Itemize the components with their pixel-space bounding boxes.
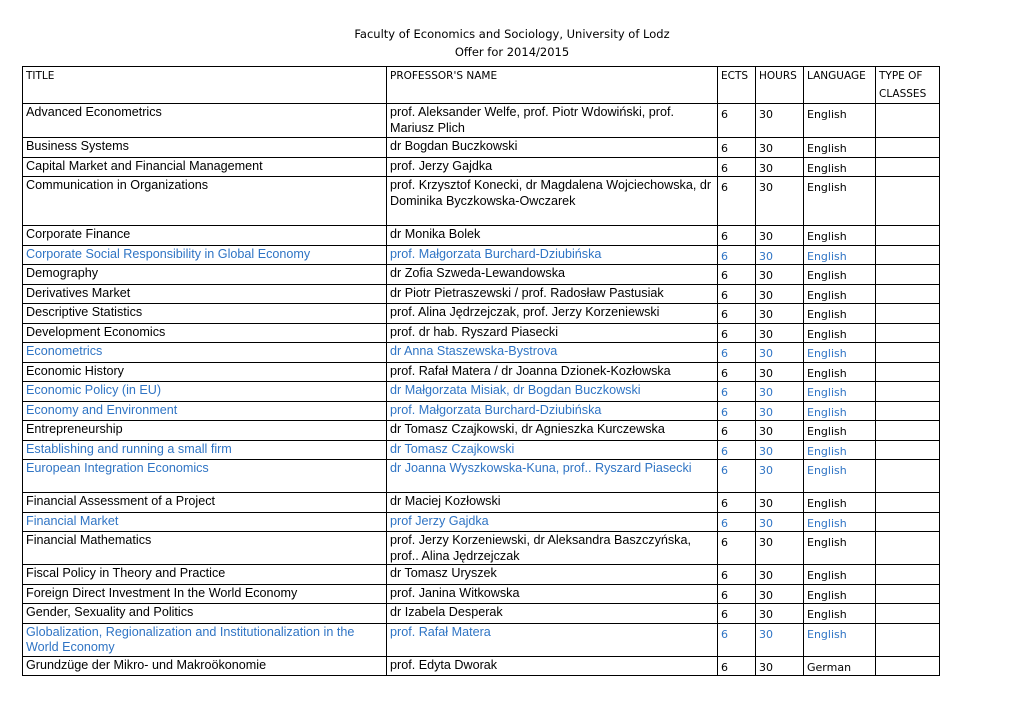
hours-value: 30 — [756, 440, 804, 460]
table-row — [23, 323, 940, 343]
column-header-language: LANGUAGE — [804, 67, 876, 104]
professor-name: prof. Małgorzata Burchard-Dziubińska — [387, 401, 718, 421]
type-of-classes — [876, 565, 940, 585]
professor-name: dr Tomasz Uryszek — [387, 565, 718, 585]
professor-name: prof. Jerzy Gajdka — [387, 157, 718, 177]
table-row — [23, 343, 940, 363]
hours-value: 30 — [756, 177, 804, 226]
column-header-professor: PROFESSOR'S NAME — [387, 67, 718, 104]
table-row — [23, 604, 940, 624]
table-row — [23, 421, 940, 441]
professor-name: dr Tomasz Czajkowski — [387, 440, 718, 460]
table-row — [23, 157, 940, 177]
professor-name: dr Bogdan Buczkowski — [387, 138, 718, 158]
language-value: German — [804, 656, 876, 676]
ects-value: 6 — [718, 604, 756, 624]
course-title: Economic Policy (in EU) — [23, 382, 387, 402]
type-of-classes — [876, 623, 940, 656]
course-title: Financial Assessment of a Project — [23, 493, 387, 513]
ects-value: 6 — [718, 382, 756, 402]
language-value: English — [804, 157, 876, 177]
language-value: English — [804, 138, 876, 158]
ects-value: 6 — [718, 177, 756, 226]
language-value: English — [804, 245, 876, 265]
course-title: Corporate Finance — [23, 226, 387, 246]
column-header-type: TYPE OF CLASSES — [876, 67, 940, 104]
course-title: Derivatives Market — [23, 284, 387, 304]
professor-name: prof. Rafał Matera — [387, 623, 718, 656]
ects-value: 6 — [718, 265, 756, 285]
professor-name: dr Maciej Kozłowski — [387, 493, 718, 513]
hours-value: 30 — [756, 323, 804, 343]
language-value: English — [804, 604, 876, 624]
hours-value: 30 — [756, 382, 804, 402]
column-header-title: TITLE — [23, 67, 387, 104]
table-row — [23, 245, 940, 265]
table-row — [23, 584, 940, 604]
hours-value: 30 — [756, 304, 804, 324]
ects-value: 6 — [718, 584, 756, 604]
ects-value: 6 — [718, 323, 756, 343]
table-row — [23, 226, 940, 246]
professor-name: dr Tomasz Czajkowski, dr Agnieszka Kurczewska — [387, 421, 718, 441]
course-title: Globalization, Regionalization and Institutionalization in the World Economy — [23, 623, 387, 656]
table-row — [23, 104, 940, 138]
course-offer-table — [22, 66, 940, 676]
ects-value: 6 — [718, 493, 756, 513]
type-of-classes — [876, 245, 940, 265]
course-title: Financial Market — [23, 512, 387, 532]
course-title: Establishing and running a small firm — [23, 440, 387, 460]
professor-name: prof. Aleksander Welfe, prof. Piotr Wdowiński, prof. Mariusz Plich — [387, 104, 718, 138]
course-title: Demography — [23, 265, 387, 285]
course-title: Grundzüge der Mikro- und Makroökonomie — [23, 656, 387, 676]
ects-value: 6 — [718, 157, 756, 177]
type-of-classes — [876, 104, 940, 138]
professor-name: prof. Krzysztof Konecki, dr Magdalena Wojciechowska, dr Dominika Byczkowska-Owczarek — [387, 177, 718, 226]
column-header-hours: HOURS — [756, 67, 804, 104]
course-title: Financial Mathematics — [23, 532, 387, 565]
professor-name: prof. dr hab. Ryszard Piasecki — [387, 323, 718, 343]
course-title: Development Economics — [23, 323, 387, 343]
table-row — [23, 565, 940, 585]
hours-value: 30 — [756, 460, 804, 493]
professor-name: prof. Jerzy Korzeniewski, dr Aleksandra Baszczyńska, prof.. Alina Jędrzejczak — [387, 532, 718, 565]
type-of-classes — [876, 656, 940, 676]
type-of-classes — [876, 177, 940, 226]
language-value: English — [804, 401, 876, 421]
professor-name: dr Anna Staszewska-Bystrova — [387, 343, 718, 363]
language-value: English — [804, 343, 876, 363]
language-value: English — [804, 623, 876, 656]
course-title: Descriptive Statistics — [23, 304, 387, 324]
hours-value: 30 — [756, 401, 804, 421]
hours-value: 30 — [756, 265, 804, 285]
ects-value: 6 — [718, 623, 756, 656]
ects-value: 6 — [718, 304, 756, 324]
type-of-classes — [876, 401, 940, 421]
course-title: Econometrics — [23, 343, 387, 363]
language-value: English — [804, 440, 876, 460]
professor-name: prof Jerzy Gajdka — [387, 512, 718, 532]
type-of-classes — [876, 226, 940, 246]
professor-name: prof. Janina Witkowska — [387, 584, 718, 604]
language-value: English — [804, 265, 876, 285]
course-title: European Integration Economics — [23, 460, 387, 493]
professor-name: dr Joanna Wyszkowska-Kuna, prof.. Ryszard Piasecki — [387, 460, 718, 493]
hours-value: 30 — [756, 623, 804, 656]
professor-name: prof. Alina Jędrzejczak, prof. Jerzy Korzeniewski — [387, 304, 718, 324]
type-of-classes — [876, 460, 940, 493]
professor-name: prof. Rafał Matera / dr Joanna Dzionek-Kozłowska — [387, 362, 718, 382]
hours-value: 30 — [756, 493, 804, 513]
course-title: Communication in Organizations — [23, 177, 387, 226]
ects-value: 6 — [718, 565, 756, 585]
ects-value: 6 — [718, 104, 756, 138]
language-value: English — [804, 304, 876, 324]
ects-value: 6 — [718, 362, 756, 382]
course-title: Fiscal Policy in Theory and Practice — [23, 565, 387, 585]
type-of-classes — [876, 440, 940, 460]
ects-value: 6 — [718, 138, 756, 158]
hours-value: 30 — [756, 604, 804, 624]
type-of-classes — [876, 323, 940, 343]
ects-value: 6 — [718, 401, 756, 421]
course-title: Economic History — [23, 362, 387, 382]
type-of-classes — [876, 157, 940, 177]
hours-value: 30 — [756, 565, 804, 585]
language-value: English — [804, 226, 876, 246]
language-value: English — [804, 177, 876, 226]
table-row — [23, 623, 940, 656]
ects-value: 6 — [718, 245, 756, 265]
table-row — [23, 304, 940, 324]
hours-value: 30 — [756, 532, 804, 565]
type-of-classes — [876, 421, 940, 441]
professor-name: dr Izabela Desperak — [387, 604, 718, 624]
course-title: Capital Market and Financial Management — [23, 157, 387, 177]
type-of-classes — [876, 138, 940, 158]
ects-value: 6 — [718, 512, 756, 532]
table-header-row — [23, 67, 940, 104]
type-of-classes — [876, 512, 940, 532]
ects-value: 6 — [718, 460, 756, 493]
type-of-classes — [876, 382, 940, 402]
language-value: English — [804, 565, 876, 585]
professor-name: prof. Małgorzata Burchard-Dziubińska — [387, 245, 718, 265]
document-title: Faculty of Economics and Sociology, University of Lodz — [354, 27, 670, 41]
language-value: English — [804, 512, 876, 532]
course-title: Advanced Econometrics — [23, 104, 387, 138]
ects-value: 6 — [718, 226, 756, 246]
type-of-classes — [876, 284, 940, 304]
course-title: Economy and Environment — [23, 401, 387, 421]
type-of-classes — [876, 493, 940, 513]
language-value: English — [804, 323, 876, 343]
hours-value: 30 — [756, 421, 804, 441]
ects-value: 6 — [718, 440, 756, 460]
type-of-classes — [876, 532, 940, 565]
hours-value: 30 — [756, 157, 804, 177]
type-of-classes — [876, 304, 940, 324]
type-of-classes — [876, 362, 940, 382]
table-row — [23, 512, 940, 532]
course-title: Entrepreneurship — [23, 421, 387, 441]
professor-name: dr Małgorzata Misiak, dr Bogdan Buczkowski — [387, 382, 718, 402]
table-row — [23, 440, 940, 460]
hours-value: 30 — [756, 343, 804, 363]
table-row — [23, 656, 940, 676]
course-title: Gender, Sexuality and Politics — [23, 604, 387, 624]
table-row — [23, 265, 940, 285]
type-of-classes — [876, 265, 940, 285]
course-title: Foreign Direct Investment In the World Economy — [23, 584, 387, 604]
professor-name: dr Monika Bolek — [387, 226, 718, 246]
table-row — [23, 177, 940, 226]
hours-value: 30 — [756, 104, 804, 138]
language-value: English — [804, 460, 876, 493]
hours-value: 30 — [756, 284, 804, 304]
hours-value: 30 — [756, 512, 804, 532]
language-value: English — [804, 362, 876, 382]
language-value: English — [804, 532, 876, 565]
professor-name: dr Zofia Szweda-Lewandowska — [387, 265, 718, 285]
table-row — [23, 138, 940, 158]
hours-value: 30 — [756, 656, 804, 676]
language-value: English — [804, 382, 876, 402]
ects-value: 6 — [718, 421, 756, 441]
table-row — [23, 284, 940, 304]
ects-value: 6 — [718, 343, 756, 363]
type-of-classes — [876, 584, 940, 604]
hours-value: 30 — [756, 138, 804, 158]
professor-name: dr Piotr Pietraszewski / prof. Radosław Pastusiak — [387, 284, 718, 304]
table-row — [23, 532, 940, 565]
table-row — [23, 362, 940, 382]
hours-value: 30 — [756, 584, 804, 604]
course-title: Corporate Social Responsibility in Global Economy — [23, 245, 387, 265]
language-value: English — [804, 493, 876, 513]
hours-value: 30 — [756, 226, 804, 246]
professor-name: prof. Edyta Dworak — [387, 656, 718, 676]
hours-value: 30 — [756, 245, 804, 265]
language-value: English — [804, 284, 876, 304]
hours-value: 30 — [756, 362, 804, 382]
table-row — [23, 493, 940, 513]
ects-value: 6 — [718, 284, 756, 304]
ects-value: 6 — [718, 656, 756, 676]
table-row — [23, 460, 940, 493]
ects-value: 6 — [718, 532, 756, 565]
document-subtitle: Offer for 2014/2015 — [454, 45, 570, 59]
type-of-classes — [876, 604, 940, 624]
table-row — [23, 401, 940, 421]
language-value: English — [804, 584, 876, 604]
column-header-ects: ECTS — [718, 67, 756, 104]
type-of-classes — [876, 343, 940, 363]
language-value: English — [804, 421, 876, 441]
table-row — [23, 382, 940, 402]
language-value: English — [804, 104, 876, 138]
course-title: Business Systems — [23, 138, 387, 158]
